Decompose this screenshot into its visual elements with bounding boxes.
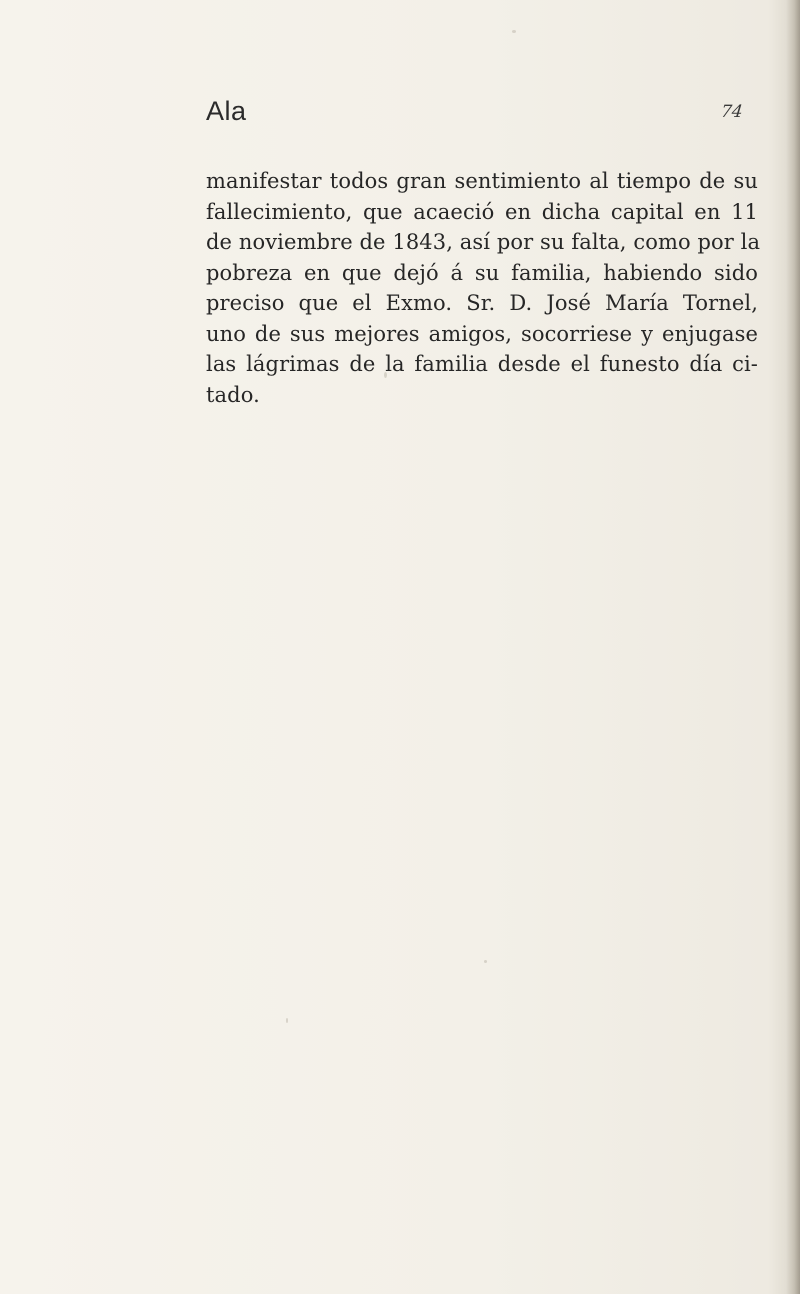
text-line-6: uno de sus mejores amigos, socorriese y enjugase	[206, 321, 758, 346]
paper-speck	[286, 1018, 288, 1023]
page-number: 74	[719, 102, 744, 122]
text-line-2: fallecimiento, que acaeció en dicha capital en 11	[206, 199, 758, 224]
paper-speck	[484, 960, 487, 963]
page-header	[206, 96, 758, 136]
text-line-8: tado.	[206, 382, 260, 407]
body-paragraph	[206, 166, 766, 410]
text-line-5: preciso que el Exmo. Sr. D. José María Tornel,	[206, 291, 758, 315]
text-line-1: manifestar todos gran sentimiento al tiempo de su	[206, 169, 758, 193]
paper-speck	[512, 30, 516, 33]
running-head: Ala	[206, 96, 247, 126]
text-line-4: pobreza en que dejó á su familia, habiendo sido	[206, 260, 758, 285]
text-line-7: las lágrimas de la familia desde el funesto día ci-	[206, 352, 758, 376]
page-edge-shadow	[786, 0, 800, 1294]
text-line-3: de noviembre de 1843, así por su falta, como por la	[206, 230, 761, 254]
